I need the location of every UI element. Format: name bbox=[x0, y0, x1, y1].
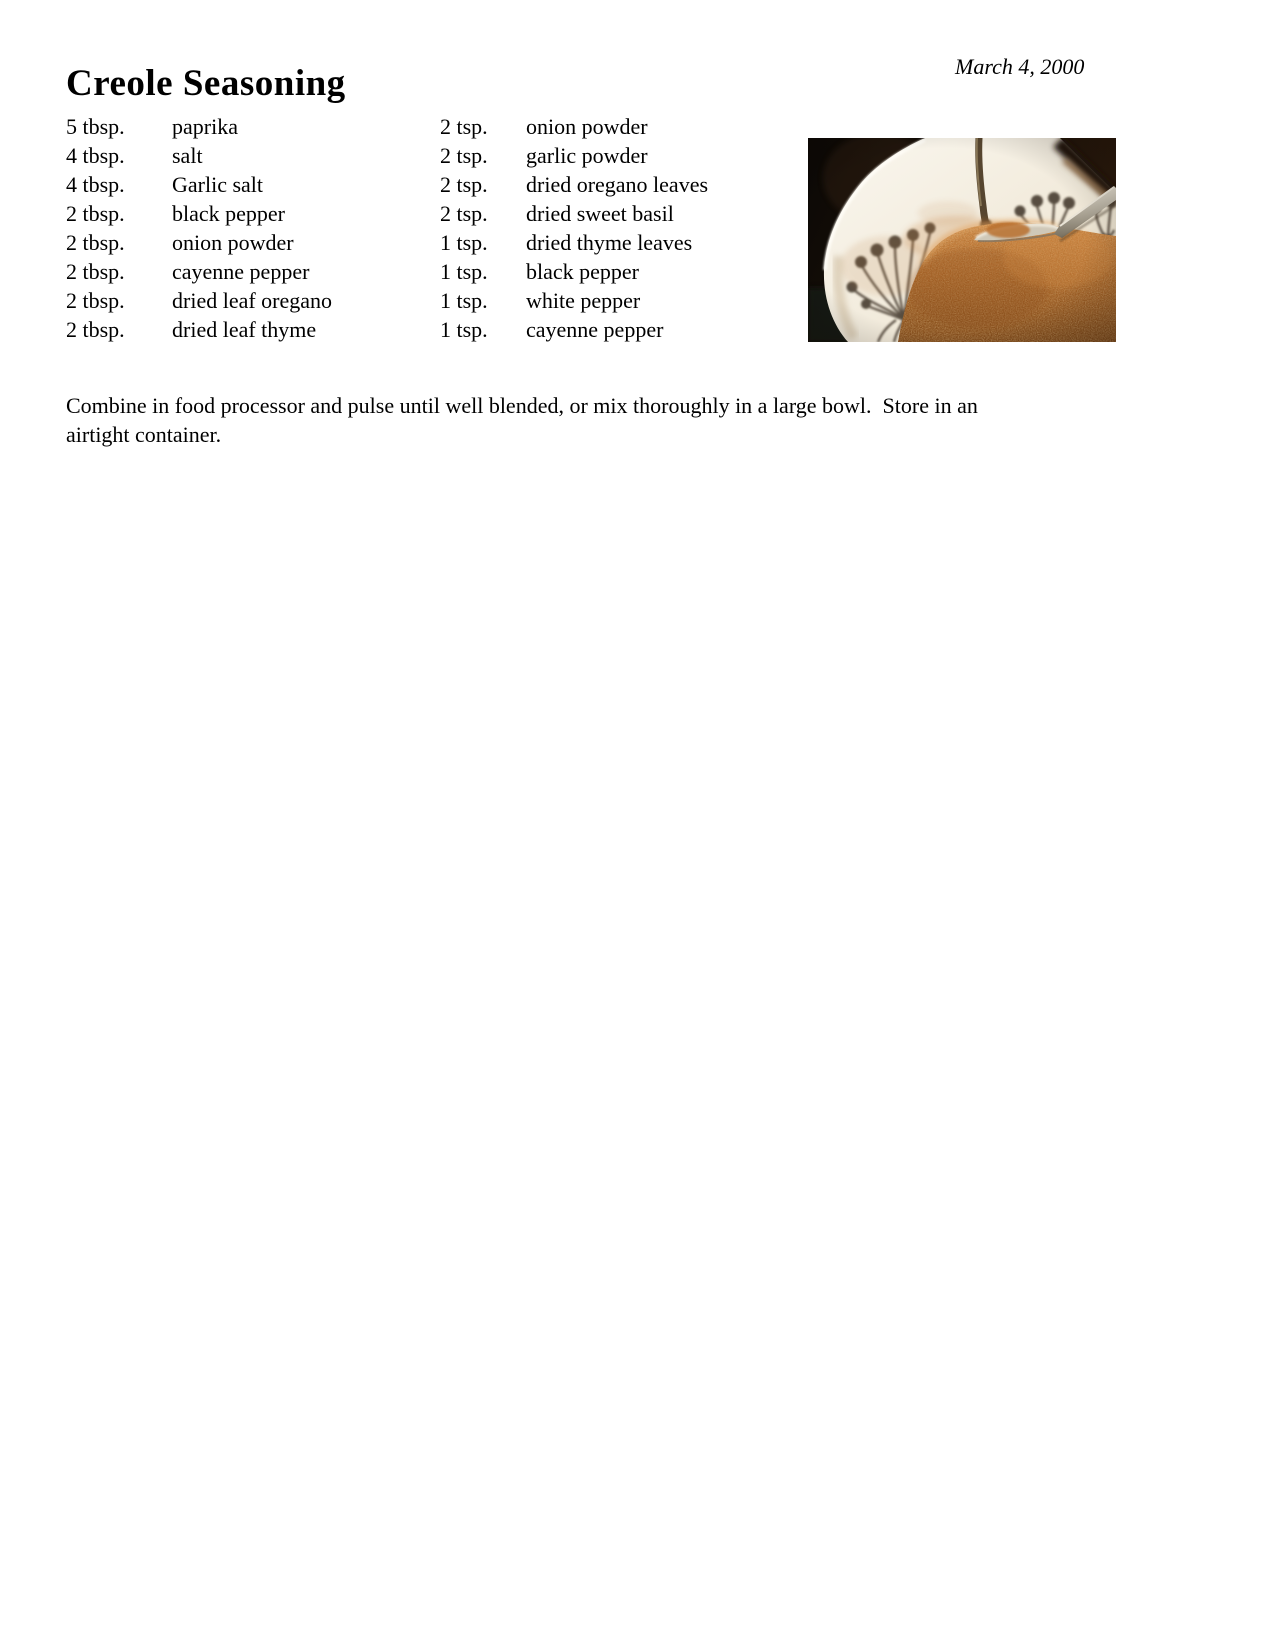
qty: 2 tsp. bbox=[440, 143, 488, 168]
name: dried leaf thyme bbox=[172, 317, 317, 342]
qty: 1 tsp. bbox=[440, 288, 488, 313]
name: dried leaf oregano bbox=[172, 288, 333, 313]
qty: 2 tbsp. bbox=[66, 317, 125, 342]
qty: 2 tbsp. bbox=[66, 201, 125, 226]
qty: 5 tbsp. bbox=[66, 114, 125, 139]
qty: 1 tsp. bbox=[440, 230, 488, 255]
qty: 2 tbsp. bbox=[66, 230, 125, 255]
name: dried oregano leaves bbox=[526, 172, 709, 197]
name: black pepper bbox=[526, 259, 639, 284]
name: paprika bbox=[172, 114, 238, 139]
ingredient-row bbox=[0, 112, 1265, 141]
qty: 2 tsp. bbox=[440, 201, 488, 226]
qty: 4 tbsp. bbox=[66, 143, 125, 168]
name: black pepper bbox=[172, 201, 285, 226]
name: salt bbox=[172, 143, 203, 168]
page-title: Creole Seasoning bbox=[66, 62, 346, 104]
qty: 1 tsp. bbox=[440, 259, 488, 284]
name: white pepper bbox=[526, 288, 641, 313]
name: Garlic salt bbox=[172, 172, 264, 197]
instructions bbox=[66, 391, 1166, 449]
name: garlic powder bbox=[526, 143, 648, 168]
qty: 1 tsp. bbox=[440, 317, 488, 342]
name: cayenne pepper bbox=[526, 317, 664, 342]
name: dried sweet basil bbox=[526, 201, 674, 226]
instructions-line-2: airtight container. bbox=[66, 422, 222, 447]
name: dried thyme leaves bbox=[526, 230, 693, 255]
qty: 4 tbsp. bbox=[66, 172, 125, 197]
name: onion powder bbox=[526, 114, 648, 139]
name: cayenne pepper bbox=[172, 259, 310, 284]
qty: 2 tsp. bbox=[440, 172, 488, 197]
qty: 2 tbsp. bbox=[66, 288, 125, 313]
qty: 2 tbsp. bbox=[66, 259, 125, 284]
instructions-line-1: Combine in food processor and pulse until well blended, or mix thoroughly in a large bowl. Store in an bbox=[66, 393, 978, 418]
seasoning-bowl-photo bbox=[808, 138, 1116, 342]
qty: 2 tsp. bbox=[440, 114, 488, 139]
recipe-date: March 4, 2000 bbox=[955, 54, 1085, 79]
name: onion powder bbox=[172, 230, 294, 255]
